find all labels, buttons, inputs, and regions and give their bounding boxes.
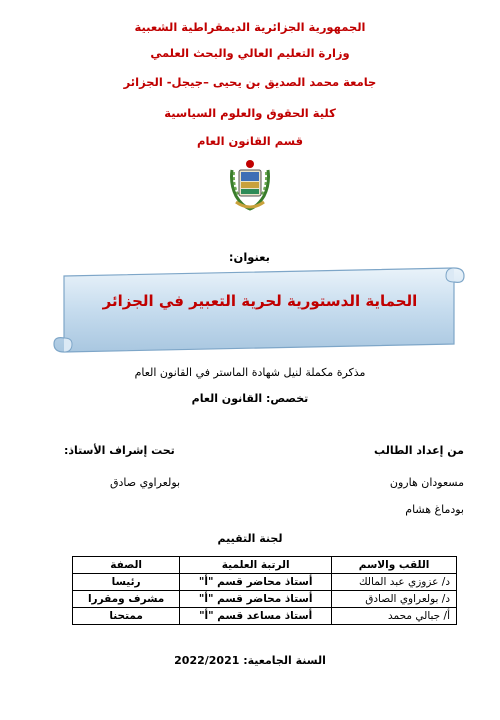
table-row (73, 608, 457, 625)
member-name (332, 574, 457, 591)
thesis-title: الحماية الدستورية لحرية التعبير في الجزائر (102, 292, 418, 310)
member-name (332, 591, 457, 608)
student-name-1: مسعودان هارون (389, 476, 464, 489)
table-row (73, 591, 457, 608)
committee-title: لجنة التقييم (217, 532, 283, 545)
header-ministry: وزارة التعليم العالي والبحث العلمي (150, 46, 350, 60)
member-rank: أستاذ محاضر قسم "أ" (180, 591, 332, 608)
title-scroll-banner (50, 262, 468, 358)
header-republic: الجمهورية الجزائرية الديمقراطية الشعبية (134, 20, 366, 34)
member-prefix: د/ (441, 593, 450, 605)
committee-table (72, 556, 457, 625)
header-name: اللقب والاسم (332, 557, 457, 574)
table-row (73, 574, 457, 591)
header-faculty: كلية الحقوق والعلوم السياسية (164, 106, 336, 120)
academic-year: السنة الجامعية: 2022/2021 (174, 654, 326, 667)
member-name-text: عزوزي عبد المالك (358, 576, 439, 588)
member-name-text: جبالي محمد (388, 610, 441, 622)
supervisor-name: بولعراوي صادق (110, 476, 181, 489)
header-role: الصفة (73, 557, 180, 574)
member-rank: أستاذ محاضر قسم "أ" (180, 574, 332, 591)
title-label: بعنوان: (228, 250, 270, 264)
member-rank: أستاذ مساعد قسم "أ" (180, 608, 332, 625)
member-prefix: أ/ (443, 610, 450, 622)
specialty: تخصص: القانون العام (191, 392, 309, 405)
member-name-text: بولعراوي الصادق (365, 593, 439, 605)
students-label: من إعداد الطالب (374, 444, 464, 457)
header-rank: الرتبة العلمية (180, 557, 332, 574)
supervisor-label: تحت إشراف الأستاذ: (64, 444, 175, 457)
header-university: جامعة محمد الصديق بن يحيى –جيجل- الجزائر (123, 75, 377, 89)
student-name-2: بودماغ هشام (405, 503, 464, 516)
header-department: قسم القانون العام (197, 134, 303, 148)
member-role: مشرف ومقررا (73, 591, 180, 608)
university-emblem-icon (222, 156, 278, 212)
subtitle: مذكرة مكملة لنيل شهادة الماستر في القانون العام (134, 366, 366, 379)
committee-table-header (73, 557, 457, 574)
member-prefix: د/ (441, 576, 450, 588)
member-role: رئيسا (73, 574, 180, 591)
member-role: ممتحنا (73, 608, 180, 625)
member-name (332, 608, 457, 625)
